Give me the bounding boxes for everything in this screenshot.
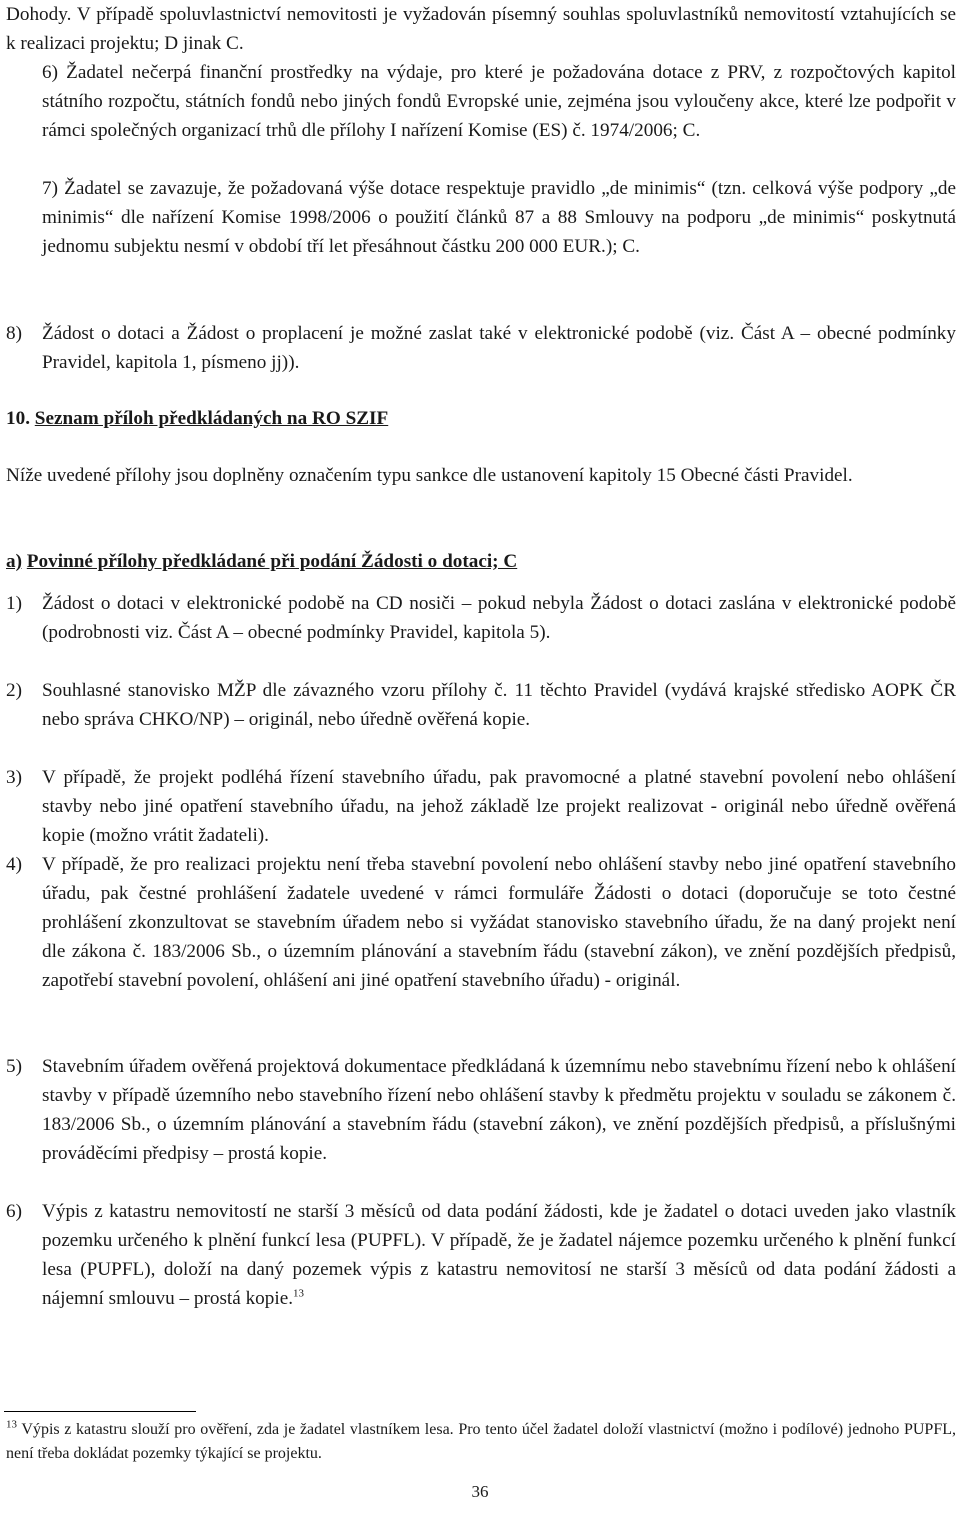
attachment-text: V případě, že pro realizaci projektu není třeba stavební povolení nebo ohlášení stavby nebo jiné opatření stavebního úřadu, pak čestné prohlášení žadatele uvedené v rámci formuláře Žádosti o dotaci (doporučuje se toto čestné prohlášení zkonzultovat se stavebním úřadem nebo si vyžádat stanovisko stavebního úřadu, že na daný projekt není dle zákona č. 183/2006 Sb., o územním plánování a stavebním řádu (stavební zákon), ve znění pozdějších předpisů, zapotřebí stavební povolení, ohlášení ani jiné opatření stavebního úřadu) - originál.: [42, 854, 956, 991]
attachment-number: 1): [6, 593, 22, 614]
attachment-item-1: [6, 589, 956, 647]
attachment-item-2: [6, 676, 956, 734]
condition-item-7: [6, 174, 956, 261]
condition-number: 8): [6, 323, 22, 344]
attachment-number: 6): [6, 1201, 22, 1222]
subsection-heading: [6, 547, 517, 576]
condition-number: 7): [42, 178, 58, 199]
condition-text: Žadatel se zavazuje, že požadovaná výše dotace respektuje pravidlo „de minimis“ (tzn. celková výše podpory „de minimis“ dle nařízení Komise 1998/2006 o použití článků 87 a 88 Smlouvy na podporu „de minimis“ poskytnutá jednomu subjektu nesmí v období tří let přesáhnout částku 200 000 EUR.); C.: [42, 178, 957, 257]
footnote-reference[interactable]: 13: [293, 1287, 305, 1300]
attachment-item-3: [6, 763, 956, 850]
condition-text: Žádost o dotaci a Žádost o proplacení je možné zaslat také v elektronické podobě (viz. Část A – obecné podmínky Pravidel, kapitola 1, písmeno jj)).: [42, 323, 956, 373]
condition-item-6: [6, 58, 956, 145]
section-intro: Níže uvedené přílohy jsou doplněny označením typu sankce dle ustanovení kapitoly 15 Obecné části Pravidel.: [6, 465, 853, 486]
attachment-text: Stavebním úřadem ověřená projektová dokumentace předkládaná k územnímu nebo stavebnímu řízení nebo k ohlášení stavby v případě územního nebo stavebního řízení nebo ohlášení stavby k předmětu projektu v souladu se zákonem č. 183/2006 Sb., o územním plánování a stavebním řádu (stavební zákon), ve znění pozdějších předpisů, a příslušnými prováděcími předpisy – prostá kopie.: [42, 1056, 956, 1164]
footnote-marker: 13: [6, 1418, 17, 1431]
subsection-title: Povinné přílohy předkládané při podání Žádosti o dotaci; C: [26, 551, 518, 572]
footnote-text: Výpis z katastru slouží pro ověření, zda je žadatel vlastníkem lesa. Pro tento účel žadatel doloží vlastnictví (možno i podílové) jednoho PUPFL, není třeba dokládat pozemky týkající se projektu.: [6, 1421, 957, 1462]
attachment-text: Výpis z katastru nemovitostí ne starší 3 měsíců od data podání žádosti, kde je žadatel o dotaci uveden jako vlastník pozemku určeného k plnění funkcí lesa (PUPFL). V případě, že je žadatel nájemce pozemku určeného k plnění funkcí lesa (PUPFL), doloží na daný pozemek výpis z katastru nemovitosí ne starší 3 měsíců od data podání žádosti a nájemní smlouvu – prostá kopie.: [42, 1201, 956, 1309]
attachment-number: 3): [6, 767, 22, 788]
attachment-text: V případě, že projekt podléhá řízení stavebního úřadu, pak pravomocné a platné stavební povolení nebo ohlášení stavby nebo jiné opatření stavebního úřadu, na jehož základě lze projekt realizovat - originál nebo úředně ověřená kopie (možno vrátit žadateli).: [42, 767, 956, 846]
condition-item-8: [6, 319, 956, 377]
section-number: 10.: [6, 408, 30, 429]
attachment-number: 2): [6, 680, 22, 701]
page-number: 36: [471, 1482, 489, 1501]
attachment-text: Souhlasné stanovisko MŽP dle závazného vzoru přílohy č. 11 těchto Pravidel (vydává krajské středisko AOPK ČR nebo správa CHKO/NP) – originál, nebo úředně ověřená kopie.: [42, 680, 956, 730]
section-heading: [6, 404, 388, 433]
attachment-text: Žádost o dotaci v elektronické podobě na CD nosiči – pokud nebyla Žádost o dotaci zaslána v elektronické podobě (podrobnosti viz. Část A – obecné podmínky Pravidel, kapitola 5).: [42, 593, 956, 643]
attachment-item-6: [6, 1197, 956, 1313]
condition-number: 6): [42, 62, 58, 83]
attachment-number: 4): [6, 854, 22, 875]
attachment-item-4: [6, 850, 956, 995]
condition-text: Žadatel nečerpá finanční prostředky na výdaje, pro které je požadována dotace z PRV, z rozpočtových kapitol státního rozpočtu, státních fondů nebo jiných fondů Evropské unie, zejména jsou vyloučeny akce, které lze podpořit v rámci společných organizací trhů dle přílohy I nařízení Komise (ES) č. 1974/2006; C.: [42, 62, 957, 141]
footnote-separator: [4, 1411, 196, 1412]
attachment-number: 5): [6, 1056, 22, 1077]
footnote: [6, 1418, 956, 1466]
intro-continuation: Dohody. V případě spoluvlastnictví nemovitosti je vyžadován písemný souhlas spoluvlastníků nemovitostí vztahujících se k realizaci projektu; D jinak C.: [6, 4, 956, 54]
subsection-label: a): [6, 551, 22, 572]
attachment-item-5: [6, 1052, 956, 1168]
section-title: Seznam příloh předkládaných na RO SZIF: [34, 408, 389, 429]
